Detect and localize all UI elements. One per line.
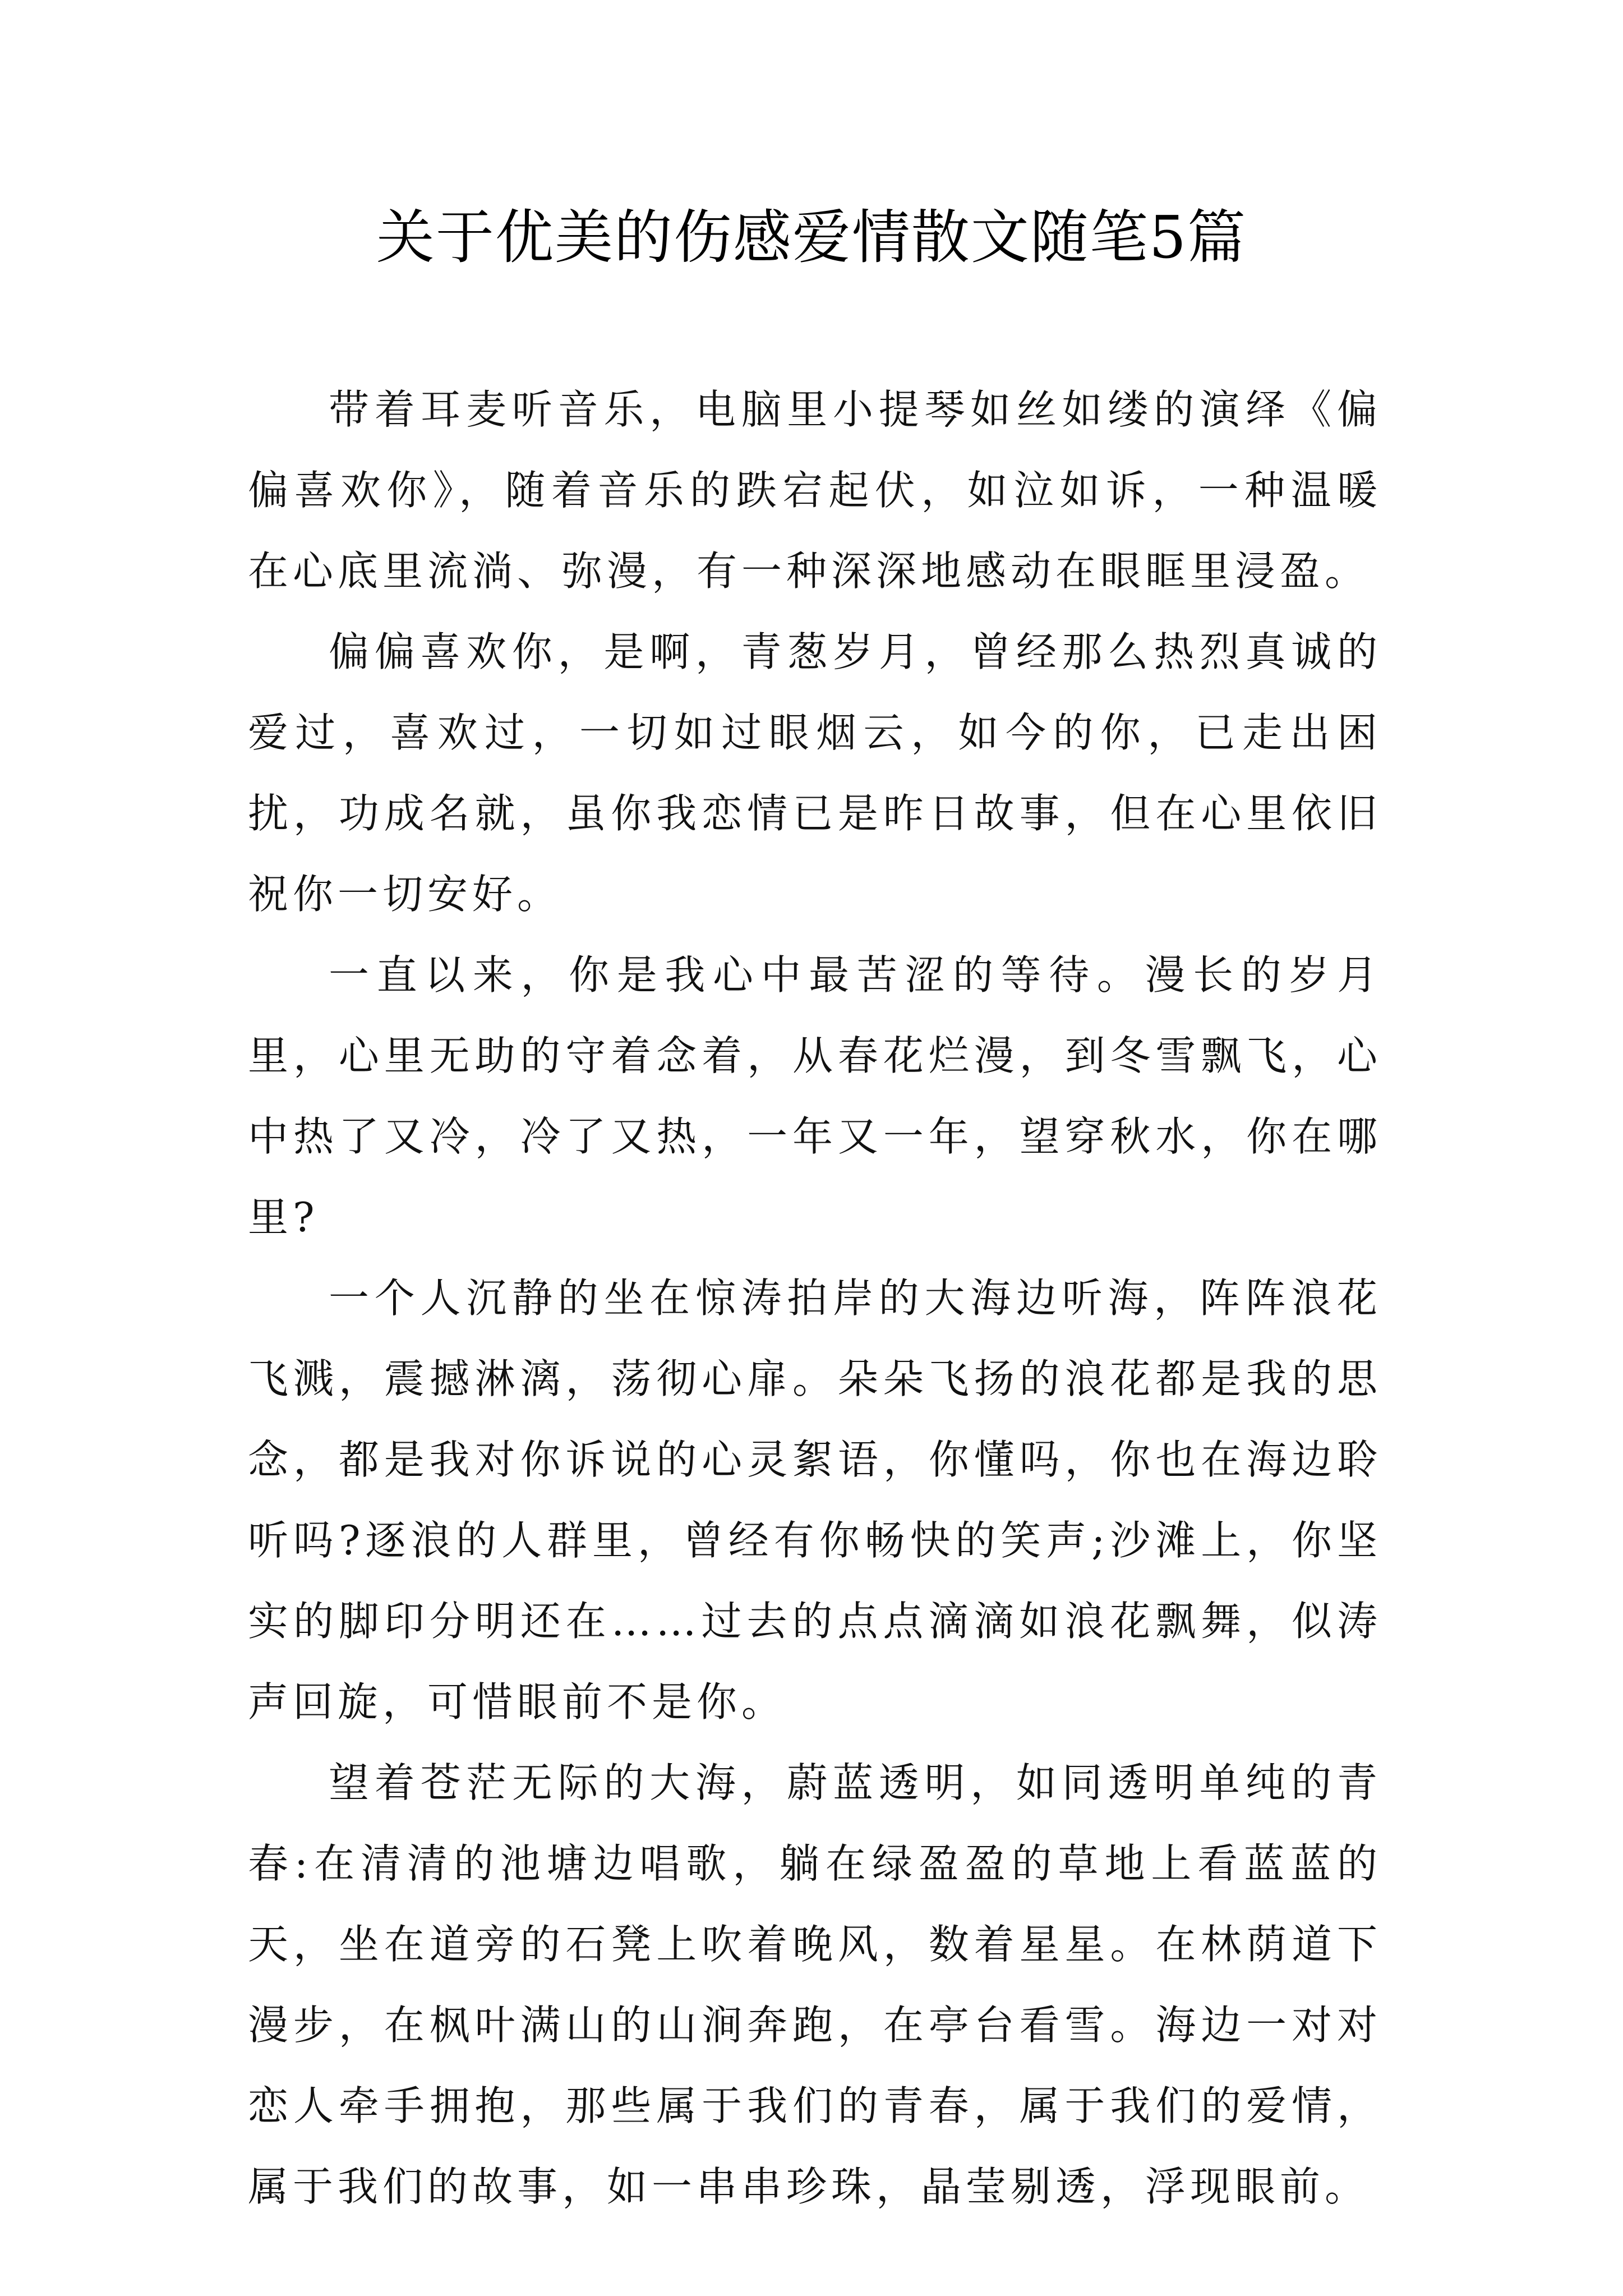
paragraph-1: 带着耳麦听音乐，电脑里小提琴如丝如缕的演绎《偏偏喜欢你》，随着音乐的跌宕起伏，如泣如诉，一种温暖在心底里流淌、弥漫，有一种深深地感动在眼眶里浸盈。 — [248, 386, 1382, 595]
paragraph-3: 一直以来，你是我心中最苦涩的等待。漫长的岁月里，心里无助的守着念着，从春花烂漫，到冬雪飘飞，心中热了又冷，冷了又热，一年又一年，望穿秋水，你在哪里? — [248, 951, 1382, 1241]
document-body — [248, 369, 1382, 2227]
paragraph-2: 偏偏喜欢你，是啊，青葱岁月，曾经那么热烈真诚的爱过，喜欢过，一切如过眼烟云，如今的你，已走出困扰，功成名就，虽你我恋情已是昨日故事，但在心里依旧祝你一切安好。 — [248, 628, 1382, 918]
paragraph-4: 一个人沉静的坐在惊涛拍岸的大海边听海，阵阵浪花飞溅，震撼淋漓，荡彻心扉。朵朵飞扬的浪花都是我的思念，都是我对你诉说的心灵絮语，你懂吗，你也在海边聆听吗?逐浪的人群里，曾经有你畅快的笑声;沙滩上，你坚实的脚印分明还在……过去的点点滴滴如浪花飘舞，似涛声回旋，可惜眼前不是你。 — [248, 1274, 1382, 1726]
document-title: 关于优美的伤感爱情散文随笔5篇 — [376, 203, 1247, 272]
paragraph-5: 望着苍茫无际的大海，蔚蓝透明，如同透明单纯的青春:在清清的池塘边唱歌，躺在绿盈盈的草地上看蓝蓝的天，坐在道旁的石凳上吹着晚风，数着星星。在林荫道下漫步，在枫叶满山的山涧奔跑，在亭台看雪。海边一对对恋人牵手拥抱，那些属于我们的青春，属于我们的爱情，属于我们的故事，如一串串珍珠，晶莹剔透，浮现眼前。 — [248, 1759, 1382, 2210]
